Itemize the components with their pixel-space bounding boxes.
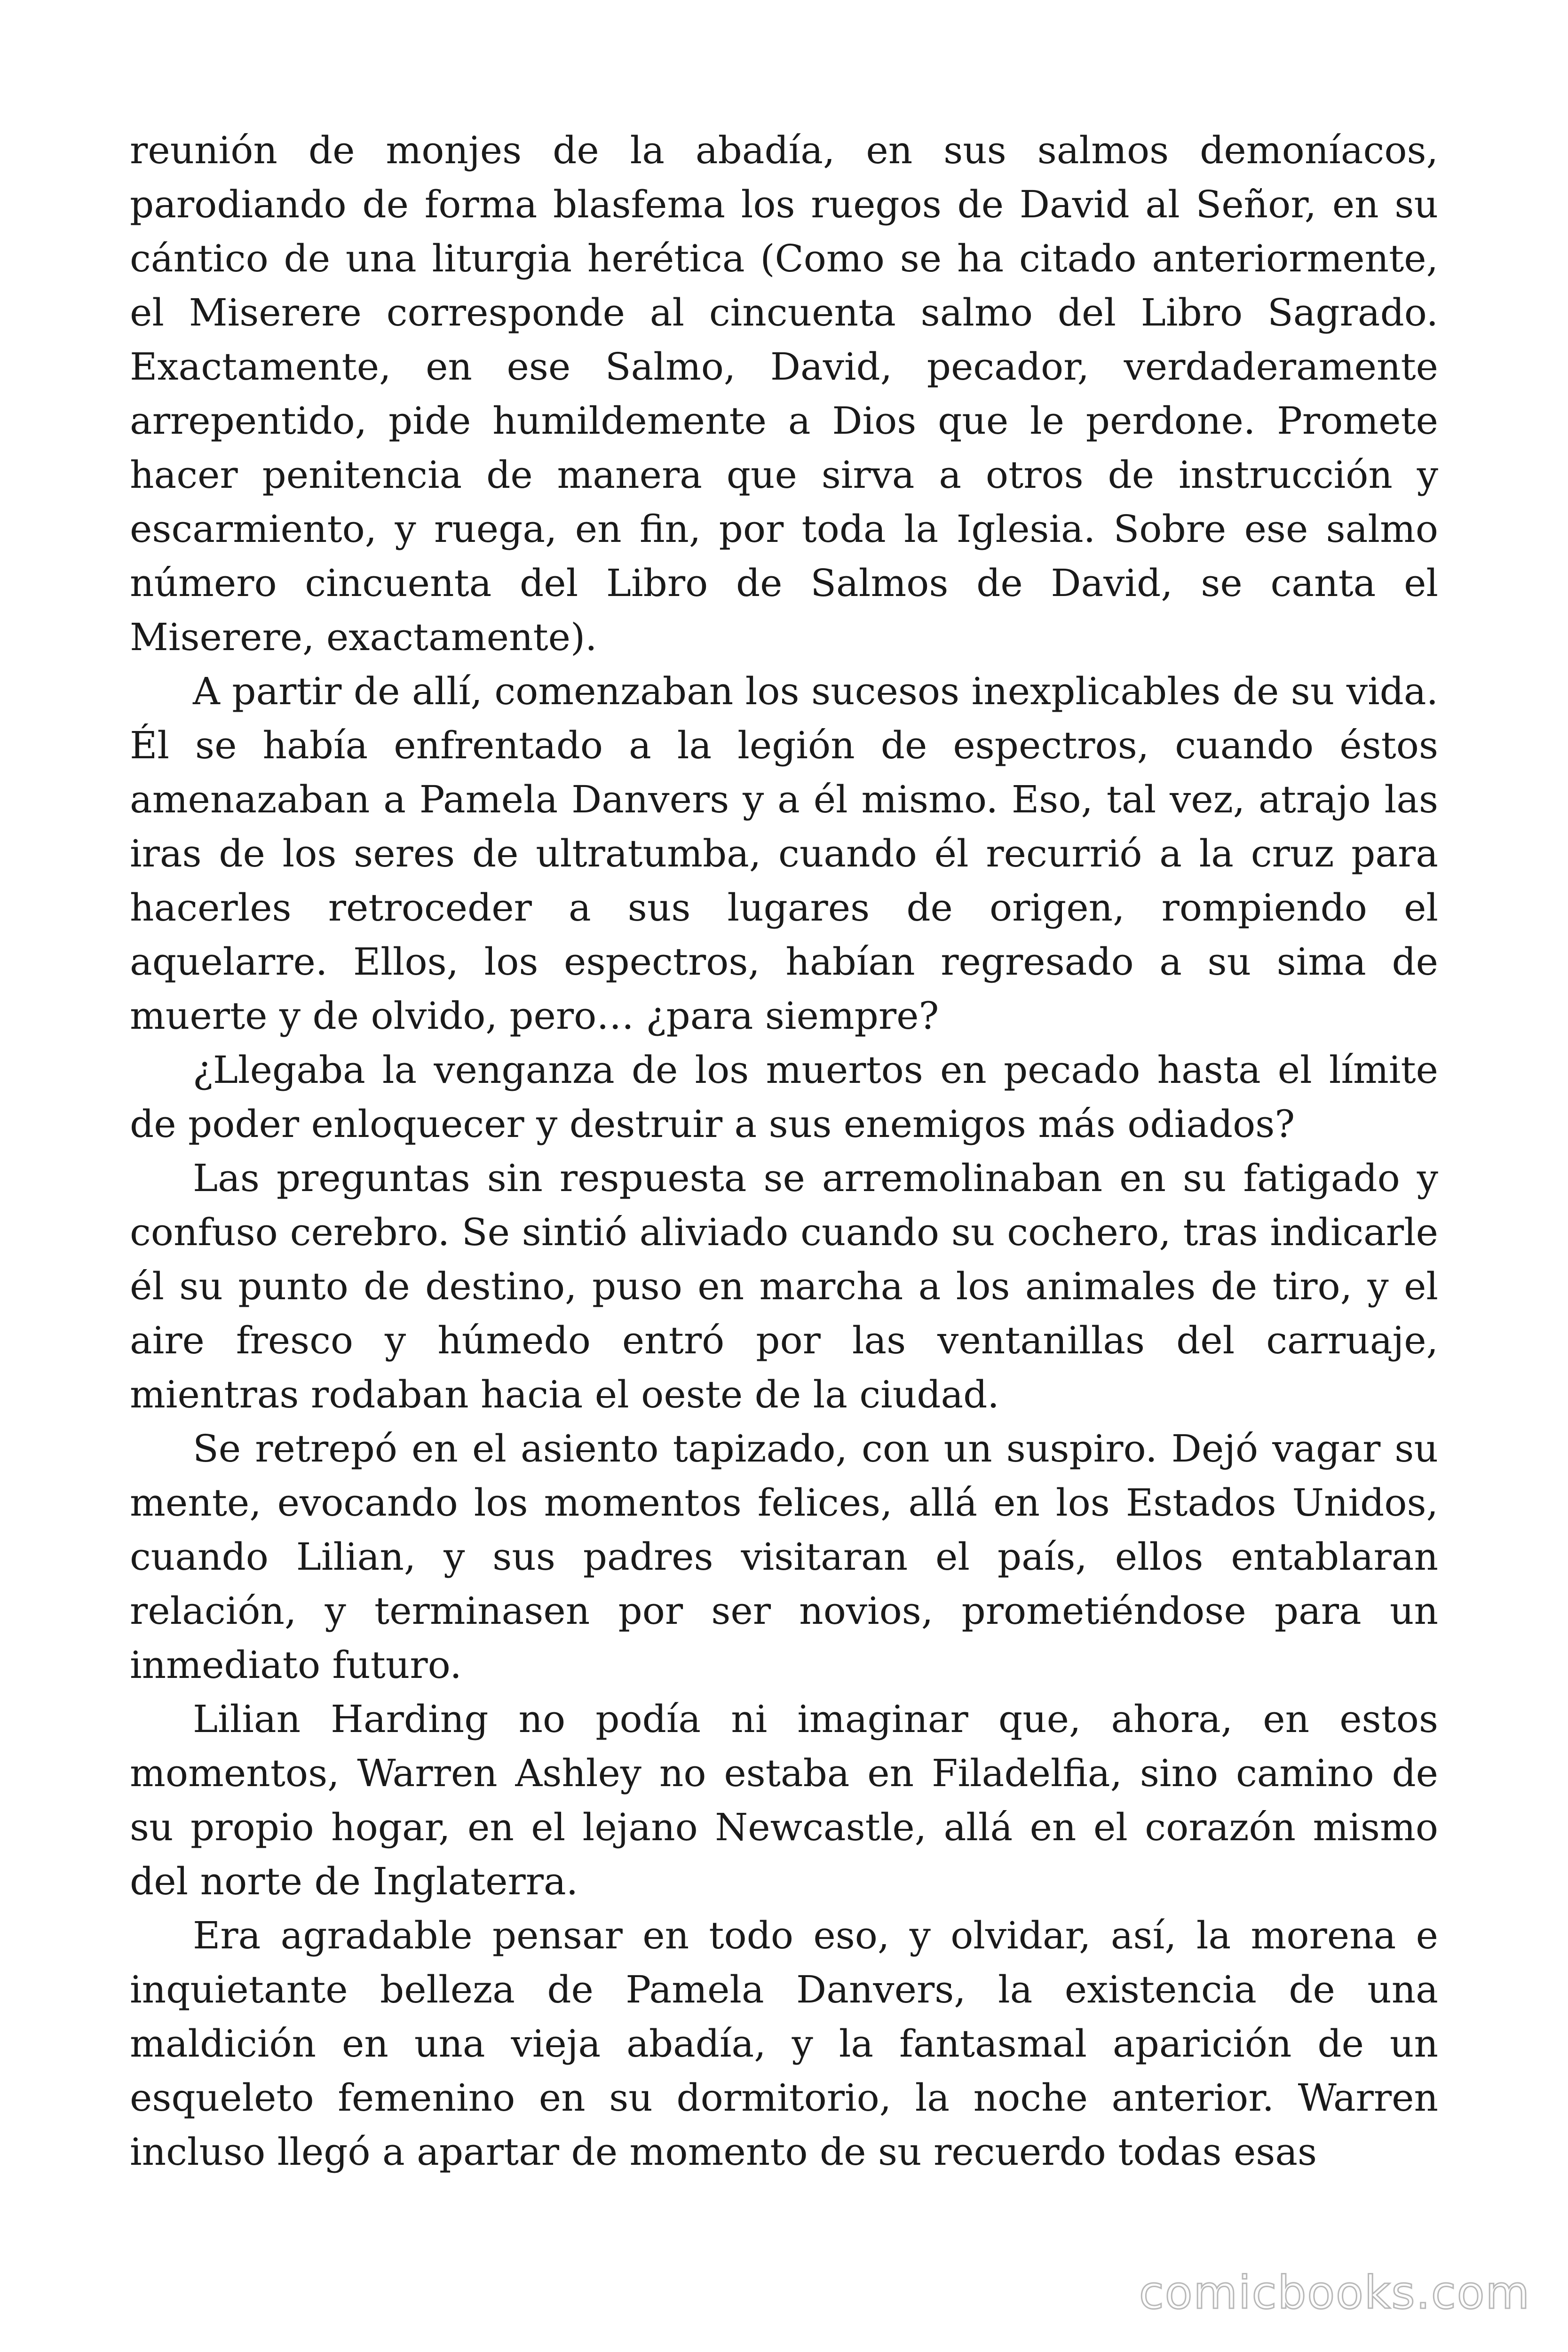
paragraph: A partir de allí, comenzaban los sucesos inexplicables de su vida. Él se había enfrentado a la legión de espectros, cuando éstos amenazaban a Pamela Danvers y a él mismo. Eso, tal vez, atrajo las iras de los seres de ultratumba, cuando él recurrió a la cruz para hacerles retroceder a sus lugares de origen, rompiendo el aquelarre. Ellos, los espectros, habían regresado a su sima de muerte y de olvido, pero… ¿para siempre? (130, 669, 1438, 1038)
page-body (130, 123, 1438, 2179)
paragraph-continued: reunión de monjes de la abadía, en sus salmos demoníacos, parodiando de forma blasfema los ruegos de David al Señor, en su cántico de una liturgia herética (Como se ha citado anteriormente, el Miserere corresponde al cincuenta salmo del Libro Sagrado. Exactamente, en ese Salmo, David, pecador, verdaderamente arrepentido, pide humildemente a Dios que le perdone. Promete hacer penitencia de manera que sirva a otros de instrucción y escarmiento, y ruega, en fin, por toda la Iglesia. Sobre ese salmo número cincuenta del Libro de Salmos de David, se canta el Miserere, exactamente). (130, 128, 1438, 659)
paragraph: Se retrepó en el asiento tapizado, con un suspiro. Dejó vagar su mente, evocando los momentos felices, allá en los Estados Unidos, cuando Lilian, y sus padres visitaran el país, ellos entablaran relación, y terminasen por ser novios, prometiéndose para un inmediato futuro. (130, 1427, 1438, 1687)
paragraph: Las preguntas sin respuesta se arremolinaban en su fatigado y confuso cerebro. Se sintió aliviado cuando su cochero, tras indicarle él su punto de destino, puso en marcha a los animales de tiro, y el aire fresco y húmedo entró por las ventanillas del carruaje, mientras rodaban hacia el oeste de la ciudad. (130, 1156, 1438, 1416)
paragraph: ¿Llegaba la venganza de los muertos en pecado hasta el límite de poder enloquecer y destruir a sus enemigos más odiados? (130, 1048, 1438, 1146)
watermark: comicbooks.com (1139, 2266, 1530, 2319)
paragraph: Lilian Harding no podía ni imaginar que, ahora, en estos momentos, Warren Ashley no estaba en Filadelfia, sino camino de su propio hogar, en el lejano Newcastle, allá en el corazón mismo del norte de Inglaterra. (130, 1697, 1438, 1903)
paragraph-last: Era agradable pensar en todo eso, y olvidar, así, la morena e inquietante belleza de Pamela Danvers, la existencia de una maldición en una vieja abadía, y la fantasmal aparición de un esqueleto femenino en su dormitorio, la noche anterior. Warren incluso llegó a apartar de momento de su recuerdo todas esas (130, 1914, 1438, 2174)
